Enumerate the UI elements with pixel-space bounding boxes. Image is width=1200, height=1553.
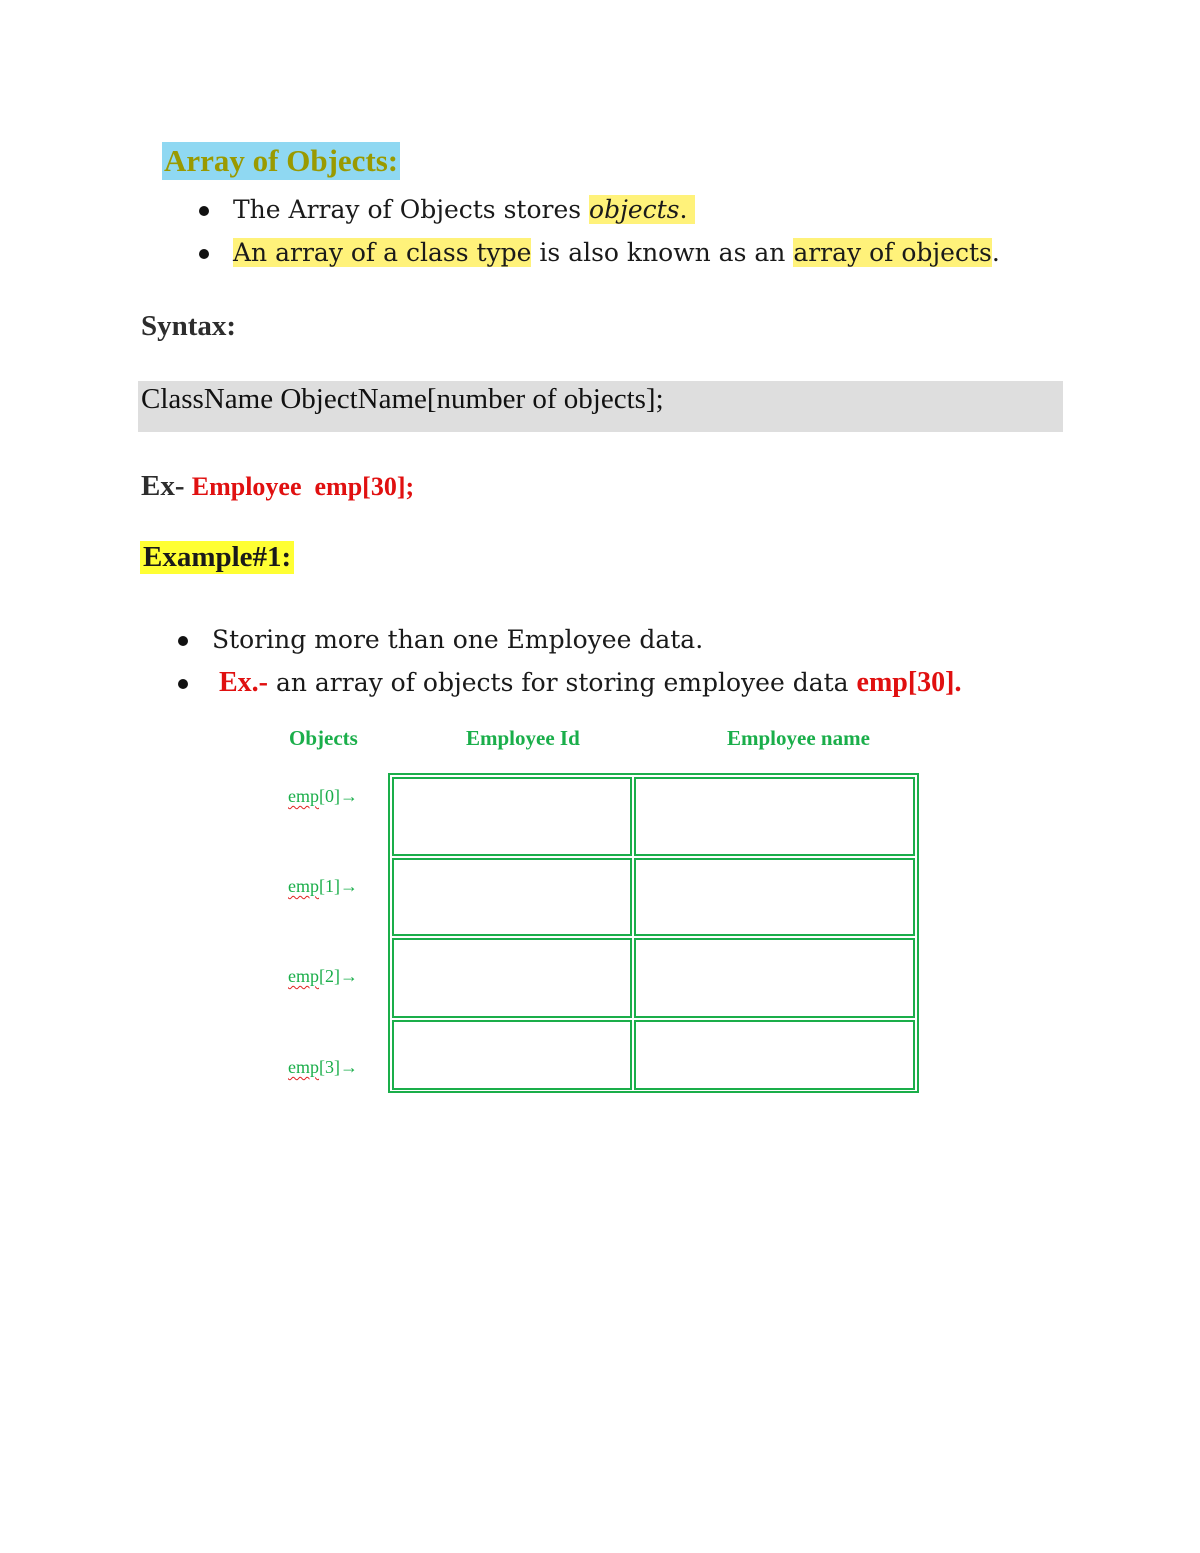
grid-cell <box>392 858 632 936</box>
example1-prefix: Ex.- <box>219 667 268 698</box>
highlight-objects: objects <box>589 195 680 224</box>
bullet-text: The Array of Objects stores <box>233 195 590 224</box>
highlight-array-of-objects: array of objects <box>793 238 992 267</box>
row-label-emp-2: emp[2]→ <box>288 966 358 986</box>
arrow-icon: → <box>340 966 358 986</box>
row-label-emp-1: emp[1]→ <box>288 876 358 896</box>
example1-heading: Example#1: <box>140 541 294 574</box>
bullet-dot <box>199 249 209 259</box>
col-header-employee-id: Employee Id <box>466 726 580 750</box>
bullet-dot <box>178 636 188 646</box>
grid-cell <box>392 1020 632 1090</box>
grid-cell <box>634 858 915 936</box>
syntax-code: ClassName ObjectName[number of objects]; <box>141 383 664 415</box>
row-label-emp-0: emp[0]→ <box>288 786 358 806</box>
example-code: Employee emp[30]; <box>191 472 415 501</box>
example-line <box>141 470 414 503</box>
example1-bullet-1: Storing more than one Employee data. <box>212 625 704 654</box>
col-header-employee-name: Employee name <box>727 726 870 750</box>
grid-cell <box>392 938 632 1018</box>
example1-bullet-2 <box>219 665 962 701</box>
grid-cell <box>634 777 915 856</box>
example-label: Ex- <box>141 470 185 502</box>
row-label-emp-3: emp[3]→ <box>288 1057 358 1077</box>
arrow-icon: → <box>340 786 358 806</box>
highlight-period: . <box>679 195 688 224</box>
bullet-item-2 <box>233 235 1000 271</box>
grid-cell <box>634 938 915 1018</box>
arrow-icon: → <box>340 876 358 896</box>
bullet-item-1 <box>233 192 695 228</box>
bullet-dot <box>178 679 188 689</box>
example1-text: an array of objects for storing employee data <box>268 668 857 697</box>
section-heading: Array of Objects: <box>164 143 399 178</box>
bullet-text: is also known as an <box>531 238 794 267</box>
highlight-class-type: An array of a class type <box>233 238 532 267</box>
grid-cell <box>634 1020 915 1090</box>
arrow-icon: → <box>340 1057 358 1077</box>
grid-cell <box>392 777 632 856</box>
col-header-objects: Objects <box>289 726 358 750</box>
bullet-text: . <box>991 238 1000 267</box>
bullet-dot <box>199 206 209 216</box>
syntax-heading: Syntax: <box>141 310 237 342</box>
example1-code: emp[30]. <box>856 667 962 698</box>
employee-array-grid <box>388 773 919 1093</box>
